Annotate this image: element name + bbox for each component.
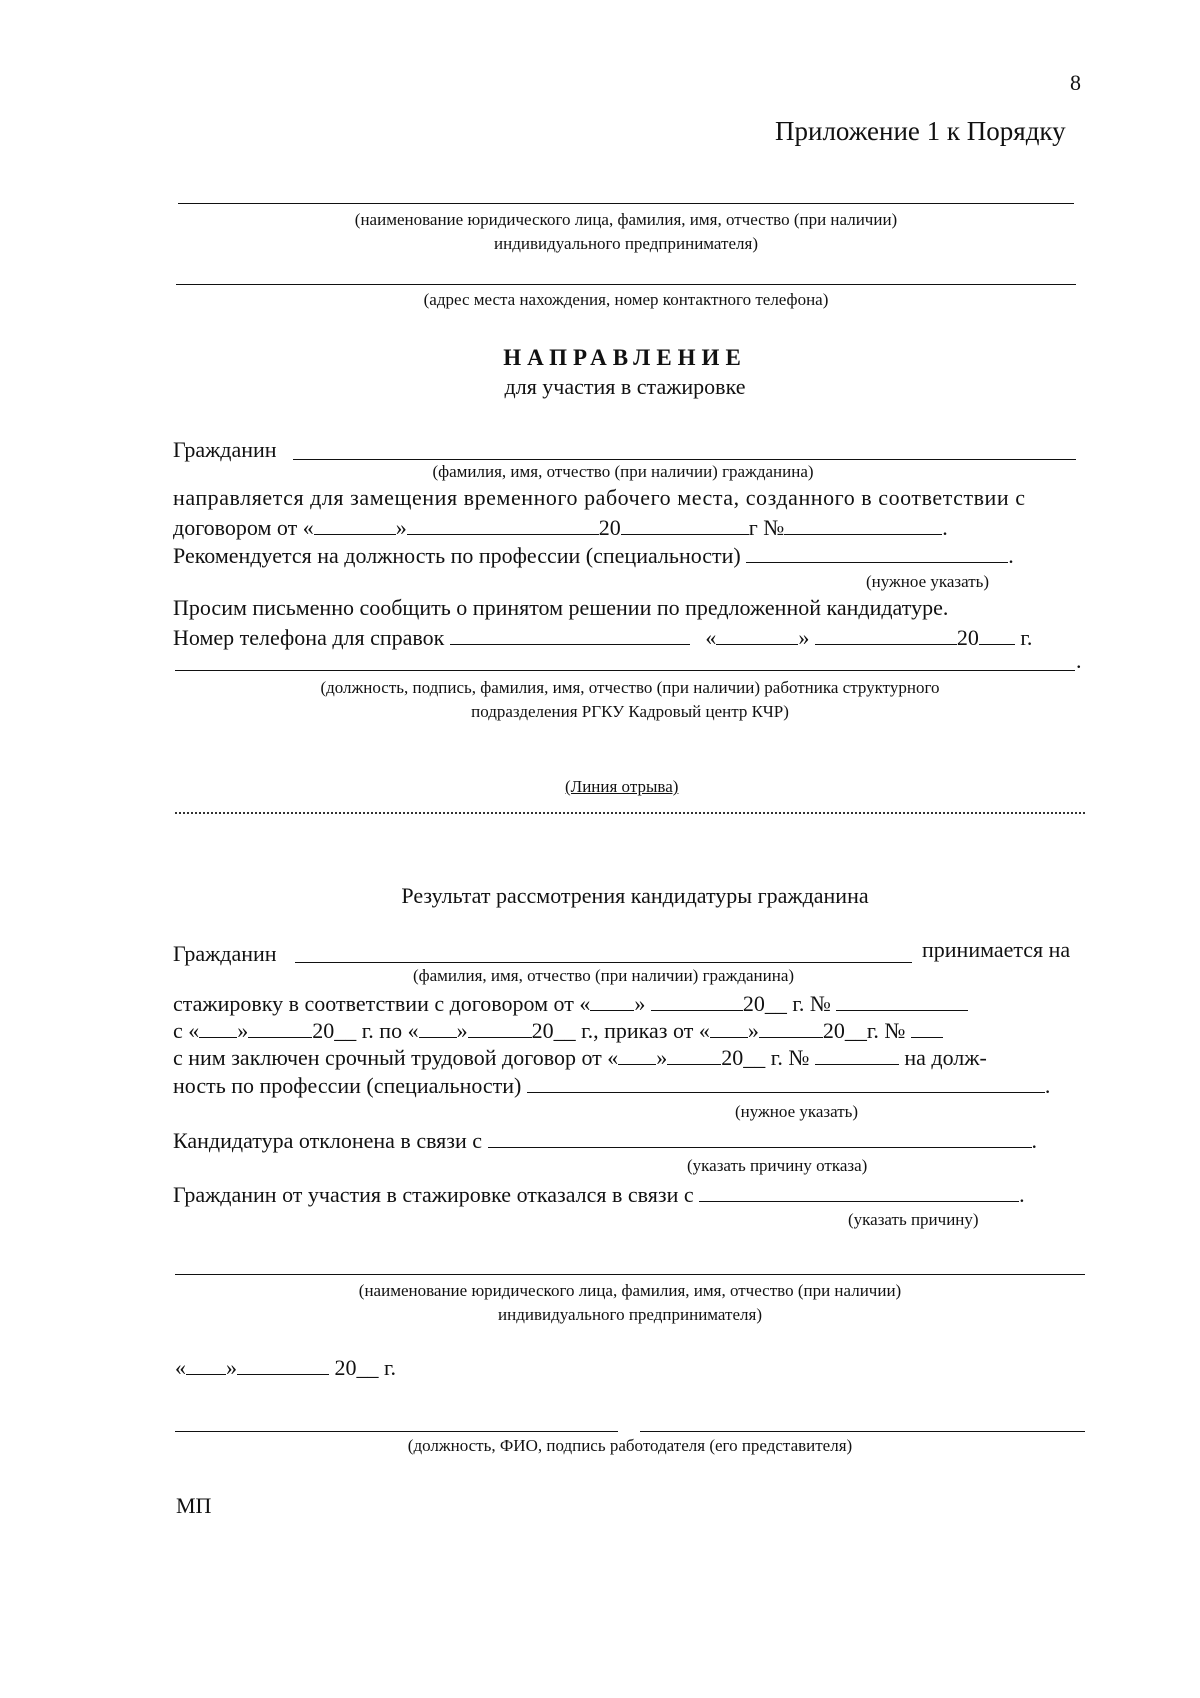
tear-line bbox=[175, 812, 1085, 814]
internship-label: стажировку в соответствии с договором от « bbox=[173, 991, 591, 1016]
period: . bbox=[942, 515, 948, 540]
close-quote: » bbox=[747, 1018, 759, 1043]
contract-month-field[interactable] bbox=[667, 1046, 721, 1065]
close-quote: » bbox=[395, 515, 407, 540]
recommended-line bbox=[173, 543, 1014, 569]
citizen-name-field[interactable] bbox=[293, 459, 1076, 460]
contract-number-label: 20__ г. № bbox=[721, 1045, 810, 1070]
period: . bbox=[1008, 543, 1014, 568]
contract-year-field[interactable] bbox=[621, 516, 749, 535]
close-quote: » bbox=[226, 1355, 237, 1380]
signer-caption-2: подразделения РГКУ Кадровый центр КЧР) bbox=[471, 702, 789, 721]
result-citizen-field[interactable] bbox=[295, 962, 912, 963]
contract-day-field[interactable] bbox=[618, 1046, 656, 1065]
signer-caption-1: (должность, подпись, фамилия, имя, отчество (при наличии) работника структурного bbox=[320, 678, 940, 697]
year-prefix: 20 bbox=[956, 625, 979, 650]
close-quote: » bbox=[656, 1045, 668, 1070]
order-day-field[interactable] bbox=[710, 1019, 748, 1038]
rejected-line bbox=[173, 1128, 1037, 1154]
period: . bbox=[1076, 648, 1082, 673]
contract-line bbox=[173, 1045, 987, 1071]
open-quote: « bbox=[175, 1355, 186, 1380]
internship-month-field[interactable] bbox=[651, 992, 743, 1011]
contract-number-field[interactable] bbox=[815, 1046, 899, 1065]
result-year-label: 20__ г. bbox=[334, 1355, 397, 1380]
contract-number-field[interactable] bbox=[784, 516, 942, 535]
rejected-label: Кандидатура отклонена в связи с bbox=[173, 1128, 483, 1153]
result-date-line bbox=[175, 1355, 396, 1381]
phone-label: Номер телефона для справок bbox=[173, 625, 445, 650]
citizen-label: Гражданин bbox=[173, 437, 277, 462]
contract-day-field[interactable] bbox=[314, 516, 396, 535]
appendix-label: Приложение 1 к Порядку bbox=[775, 116, 1066, 146]
refusal-reason-field[interactable] bbox=[699, 1183, 1019, 1202]
result-citizen-label: Гражданин bbox=[173, 941, 277, 966]
signature-field[interactable] bbox=[640, 1431, 1085, 1432]
open-quote: « bbox=[705, 625, 717, 650]
rejection-reason-field[interactable] bbox=[488, 1129, 1032, 1148]
period: . bbox=[1044, 1073, 1051, 1098]
position-label: на долж- bbox=[904, 1045, 987, 1070]
number-label: г № bbox=[748, 515, 785, 540]
period-line bbox=[173, 1018, 943, 1044]
result-specify-caption: (нужное указать) bbox=[735, 1102, 859, 1121]
address-field[interactable] bbox=[176, 284, 1076, 285]
internship-number-field[interactable] bbox=[836, 992, 968, 1011]
internship-line bbox=[173, 991, 968, 1017]
address-caption: (адрес места нахождения, номер контактного телефона) bbox=[423, 290, 829, 309]
year-suffix: г. bbox=[1020, 625, 1033, 650]
result-citizen-caption: (фамилия, имя, отчество (при наличии) гражданина) bbox=[412, 966, 795, 985]
contract-from-label: договором от « bbox=[173, 515, 314, 540]
order-label: 20__ г., приказ от « bbox=[531, 1018, 710, 1043]
document-subtitle: для участия в стажировке bbox=[504, 374, 746, 399]
tear-line-label: (Линия отрыва) bbox=[565, 777, 679, 796]
date-day-field[interactable] bbox=[716, 626, 798, 645]
close-quote: » bbox=[634, 991, 646, 1016]
citizen-caption: (фамилия, имя, отчество (при наличии) гражданина) bbox=[432, 462, 814, 481]
phone-field[interactable] bbox=[450, 626, 690, 645]
result-employer-caption-1: (наименование юридического лица, фамилия, имя, отчество (при наличии) bbox=[358, 1281, 902, 1300]
to-month-field[interactable] bbox=[468, 1019, 532, 1038]
reason2-caption: (указать причину) bbox=[848, 1210, 979, 1229]
close-quote: » bbox=[237, 1018, 249, 1043]
period: . bbox=[1031, 1128, 1038, 1153]
stamp-label: МП bbox=[176, 1493, 212, 1518]
date-month-field[interactable] bbox=[815, 626, 957, 645]
refused-line bbox=[173, 1182, 1025, 1208]
internship-day-field[interactable] bbox=[590, 992, 634, 1011]
result-employer-field[interactable] bbox=[175, 1274, 1085, 1275]
close-quote: » bbox=[456, 1018, 468, 1043]
close-quote: » bbox=[798, 625, 810, 650]
to-label: 20__ г. по « bbox=[312, 1018, 419, 1043]
to-day-field[interactable] bbox=[419, 1019, 457, 1038]
employer-caption-1: (наименование юридического лица, фамилия, имя, отчество (при наличии) bbox=[354, 210, 898, 229]
reason-caption: (указать причину отказа) bbox=[687, 1156, 868, 1175]
from-month-field[interactable] bbox=[248, 1019, 312, 1038]
profession-field[interactable] bbox=[527, 1074, 1045, 1093]
please-inform-text: Просим письменно сообщить о принятом решении по предложенной кандидатуре. bbox=[173, 595, 949, 620]
profession-label: ность по профессии (специальности) bbox=[173, 1073, 522, 1098]
order-number-label: 20__г. № bbox=[822, 1018, 906, 1043]
result-month-field[interactable] bbox=[237, 1356, 329, 1375]
year-prefix: 20 bbox=[598, 515, 621, 540]
document-title: НАПРАВЛЕНИЕ bbox=[503, 345, 747, 370]
from-day-field[interactable] bbox=[199, 1019, 237, 1038]
profession-field[interactable] bbox=[746, 544, 1008, 563]
employer-name-field[interactable] bbox=[178, 203, 1074, 204]
period: . bbox=[1019, 1182, 1025, 1207]
refused-label: Гражданин от участия в стажировке отказался в связи с bbox=[173, 1182, 694, 1207]
signature-caption: (должность, ФИО, подпись работодателя (его представителя) bbox=[407, 1436, 853, 1455]
result-day-field[interactable] bbox=[186, 1356, 226, 1375]
order-number-field[interactable] bbox=[911, 1019, 943, 1038]
year-number-label: 20__ г. № bbox=[742, 991, 831, 1016]
contract-line bbox=[173, 515, 948, 541]
specify-caption: (нужное указать) bbox=[866, 572, 990, 591]
directed-text: направляется для замещения временного рабочего места, созданного в соответствии с bbox=[173, 485, 1026, 510]
accepted-label: принимается на bbox=[922, 937, 1071, 962]
from-label: с « bbox=[173, 1018, 200, 1043]
contract-month-field[interactable] bbox=[407, 516, 599, 535]
date-year-field[interactable] bbox=[979, 626, 1015, 645]
position-name-field[interactable] bbox=[175, 1431, 618, 1432]
fixed-term-contract-label: с ним заключен срочный трудовой договор от « bbox=[173, 1045, 619, 1070]
order-month-field[interactable] bbox=[759, 1019, 823, 1038]
result-employer-caption-2: индивидуального предпринимателя) bbox=[498, 1305, 762, 1324]
page-number: 8 bbox=[1070, 70, 1081, 95]
result-title: Результат рассмотрения кандидатуры гражданина bbox=[401, 883, 869, 908]
employer-caption-2: индивидуального предпринимателя) bbox=[494, 234, 758, 253]
recommended-label: Рекомендуется на должность по профессии (специальности) bbox=[173, 543, 741, 568]
phone-line bbox=[173, 625, 1032, 651]
profession-line bbox=[173, 1073, 1050, 1099]
signer-field[interactable] bbox=[175, 670, 1075, 671]
